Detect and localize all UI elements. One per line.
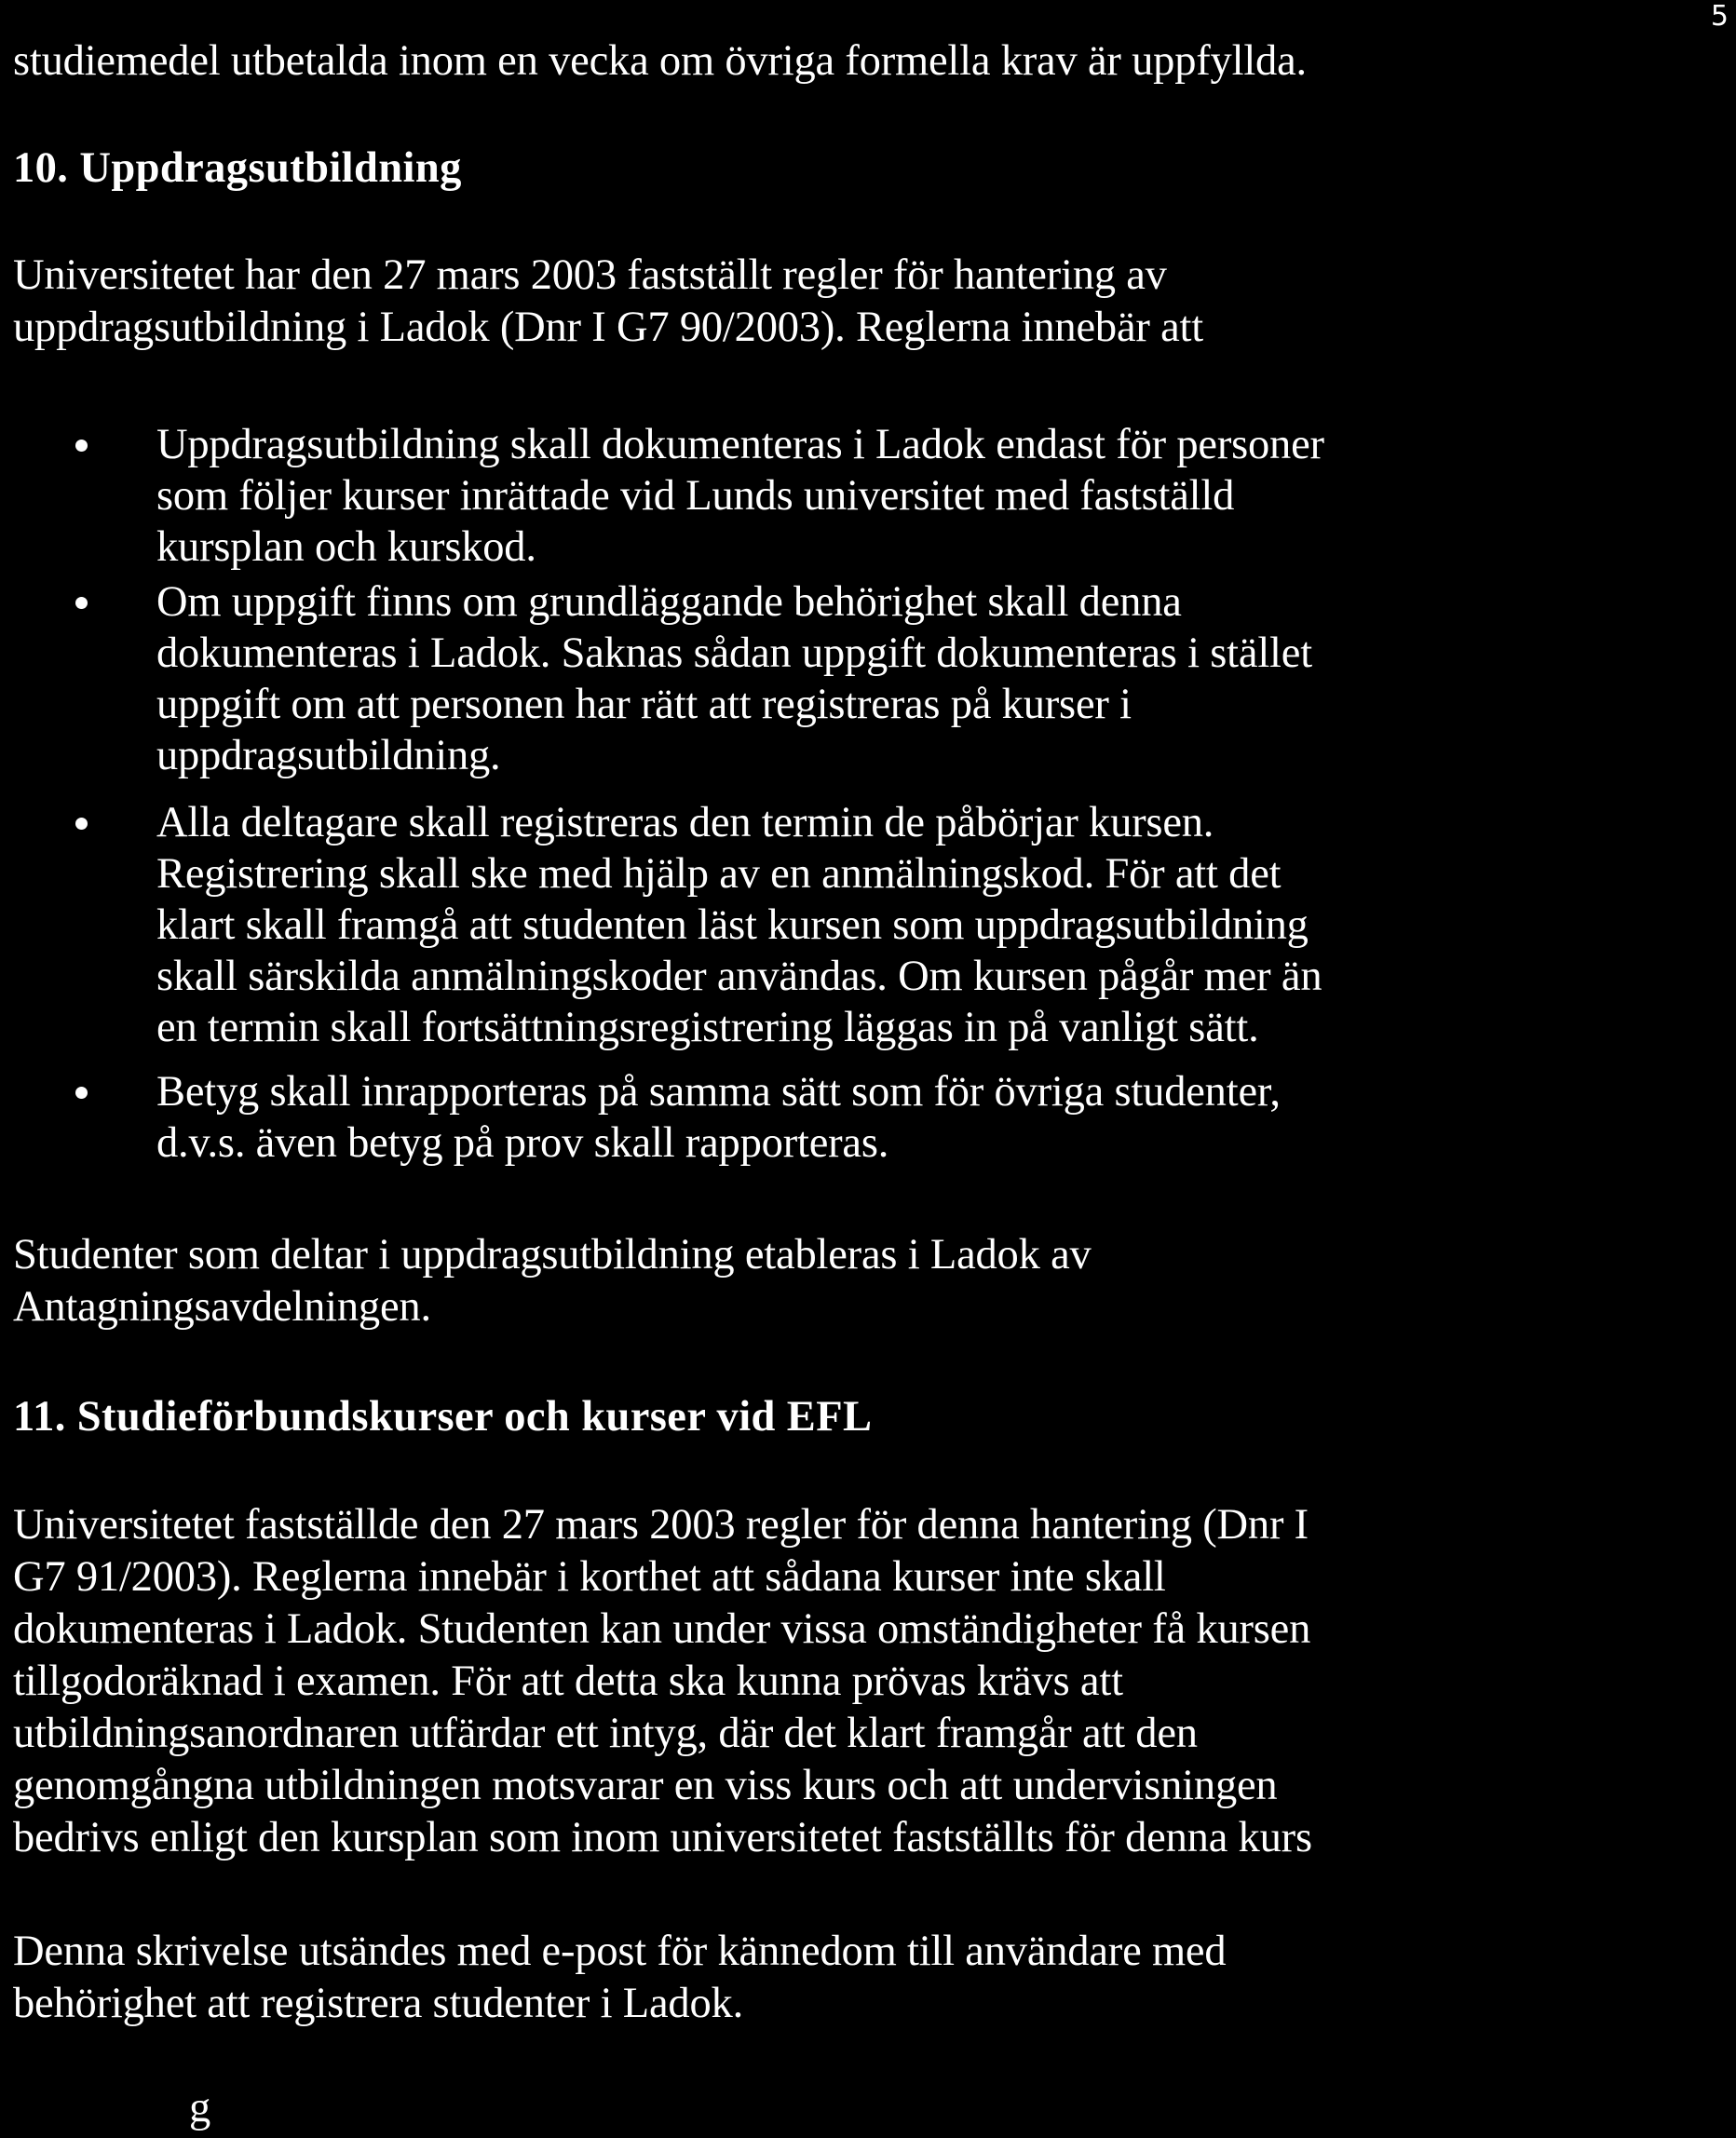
bullet-icon (75, 440, 88, 452)
bullet-icon (75, 818, 88, 830)
body-line: utbildningsanordnaren utfärdar ett intyg, där det klart framgår att den (13, 1710, 1198, 1757)
outro-line: Antagningsavdelningen. (13, 1283, 431, 1331)
bullet-line: Registrering skall ske med hjälp av en anmälningskod. För att det (156, 850, 1282, 898)
bullet-line: d.v.s. även betyg på prov skall rapporteras. (156, 1119, 889, 1167)
bullet-line: uppgift om att personen har rätt att registreras på kurser i (156, 681, 1132, 728)
section-11-body (13, 1499, 1312, 1864)
page-number: 5 (1710, 0, 1729, 33)
bullet-line: dokumenteras i Ladok. Saknas sådan uppgift dokumenteras i stället (156, 629, 1312, 677)
bullet-line: Uppdragsutbildning skall dokumenteras i Ladok endast för personer (156, 421, 1324, 468)
bullet-line: uppdragsutbildning. (156, 732, 501, 779)
section-10-heading: 10. Uppdragsutbildning (13, 144, 462, 192)
bullet-icon (75, 1087, 88, 1099)
stray-glyph: g (189, 2084, 211, 2131)
body-line: bedrivs enligt den kursplan som inom universitetet fastställts för denna kurs (13, 1814, 1312, 1861)
closing-line: Denna skrivelse utsändes med e-post för kännedom till användare med (13, 1928, 1227, 1975)
closing-paragraph (13, 1926, 1226, 2030)
continuation-line: studiemedel utbetalda inom en vecka om övriga formella krav är uppfyllda. (13, 37, 1307, 85)
bullet-line: skall särskilda anmälningskoder användas. Om kursen pågår mer än (156, 953, 1322, 1000)
intro-line: uppdragsutbildning i Ladok (Dnr I G7 90/2003). Reglerna innebär att (13, 304, 1203, 351)
body-line: tillgodoräknad i examen. För att detta ska kunna prövas krävs att (13, 1658, 1123, 1705)
body-line: Universitetet fastställde den 27 mars 2003 regler för denna hantering (Dnr I (13, 1501, 1309, 1549)
bullet-line: Om uppgift finns om grundläggande behörighet skall denna (156, 578, 1182, 626)
bullet-line: som följer kurser inrättade vid Lunds universitet med fastställd (156, 472, 1235, 520)
body-line: dokumenteras i Ladok. Studenten kan under vissa omständigheter få kursen (13, 1605, 1311, 1653)
intro-line: Universitetet har den 27 mars 2003 fastställt regler för hantering av (13, 251, 1167, 299)
section-10-outro (13, 1229, 1092, 1333)
closing-line: behörighet att registrera studenter i Ladok. (13, 1980, 743, 2027)
bullet-line: klart skall framgå att studenten läst kursen som uppdragsutbildning (156, 901, 1309, 949)
section-11-heading: 11. Studieförbundskurser och kurser vid EFL (13, 1393, 873, 1441)
body-line: genomgångna utbildningen motsvarar en viss kurs och att undervisningen (13, 1762, 1278, 1809)
body-line: G7 91/2003). Reglerna innebär i korthet att sådana kurser inte skall (13, 1553, 1166, 1601)
bullet-line: Betyg skall inrapporteras på samma sätt som för övriga studenter, (156, 1068, 1281, 1116)
bullet-icon (75, 597, 88, 609)
bullet-line: kursplan och kurskod. (156, 523, 536, 571)
outro-line: Studenter som deltar i uppdragsutbildning etableras i Ladok av (13, 1231, 1092, 1279)
section-10-intro (13, 250, 1203, 354)
bullet-line: en termin skall fortsättningsregistrering läggas in på vanligt sätt. (156, 1004, 1259, 1051)
bullet-line: Alla deltagare skall registreras den termin de påbörjar kursen. (156, 799, 1214, 846)
